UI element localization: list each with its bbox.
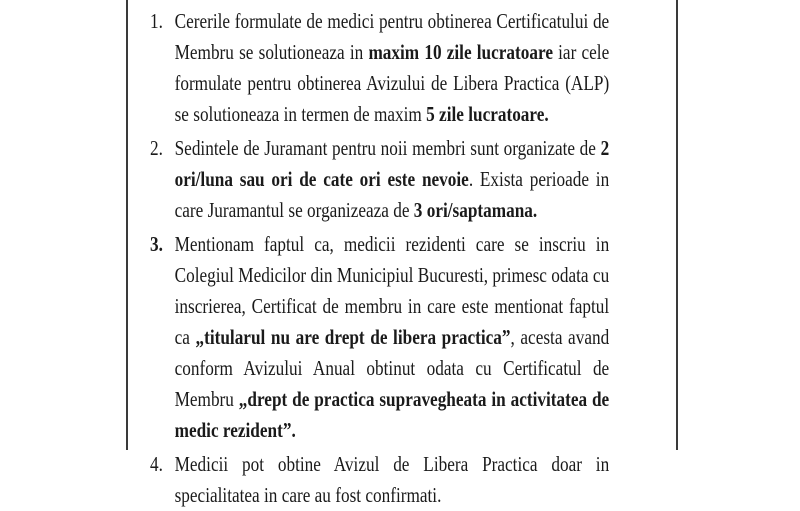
bold-text-run: „drept de practica supravegheata in activitatea de medic rezident”. xyxy=(174,387,610,442)
numbered-list xyxy=(150,0,609,511)
page-edge-left xyxy=(126,0,128,450)
bold-text-run: 2 ori/luna sau ori de cate ori este nevoie xyxy=(174,136,610,191)
list-item-4 xyxy=(150,449,609,511)
text-run: Mentionam faptul ca, medicii rezidenti care se inscriu in Colegiul Medicilor din Municipiul Bucuresti, primesc odata cu inscrierea, Certificat de membru in care este mentionat faptul ca xyxy=(174,232,610,349)
list-item-number: 4. xyxy=(150,452,163,476)
text-run: Sedintele de Juramant pentru noii membri sunt organizate de xyxy=(174,136,601,160)
bold-text-run: maxim 10 zile lucratoare xyxy=(368,40,553,64)
bold-text-run: „titularul nu are drept de libera practica” xyxy=(195,325,511,349)
list-item-1 xyxy=(150,0,609,130)
bold-text-run: 3 ori/saptamana. xyxy=(413,198,538,222)
bold-text-run: 5 zile lucratoare. xyxy=(426,102,549,126)
text-run: . Exista perioade in care Juramantul se organizeaza de xyxy=(174,167,610,222)
text-run: iar cele formulate pentru obtinerea Avizului de Libera Practica (ALP) se solutioneaza in termen de maxim xyxy=(174,40,610,126)
list-item-text xyxy=(175,449,610,511)
page-edge-right xyxy=(676,0,678,450)
list-item-text xyxy=(175,6,610,130)
text-run: Medicii pot obtine Avizul de Libera Practica doar in specialitatea in care au fost confirmati. xyxy=(174,452,610,507)
list-item-2 xyxy=(150,133,609,226)
list-item-text xyxy=(175,133,610,226)
list-item-number: 1. xyxy=(150,9,163,33)
text-run: , acesta avand conform Avizului Anual obtinut odata cu Certificatul de Membru xyxy=(174,325,610,411)
list-item-3 xyxy=(150,229,609,446)
list-item-number: 3. xyxy=(150,232,163,256)
list-item-text xyxy=(175,229,610,446)
text-run: Cererile formulate de medici pentru obtinerea Certificatului de Membru se solutioneaza in xyxy=(174,9,610,64)
list-item-number: 2. xyxy=(150,136,163,160)
